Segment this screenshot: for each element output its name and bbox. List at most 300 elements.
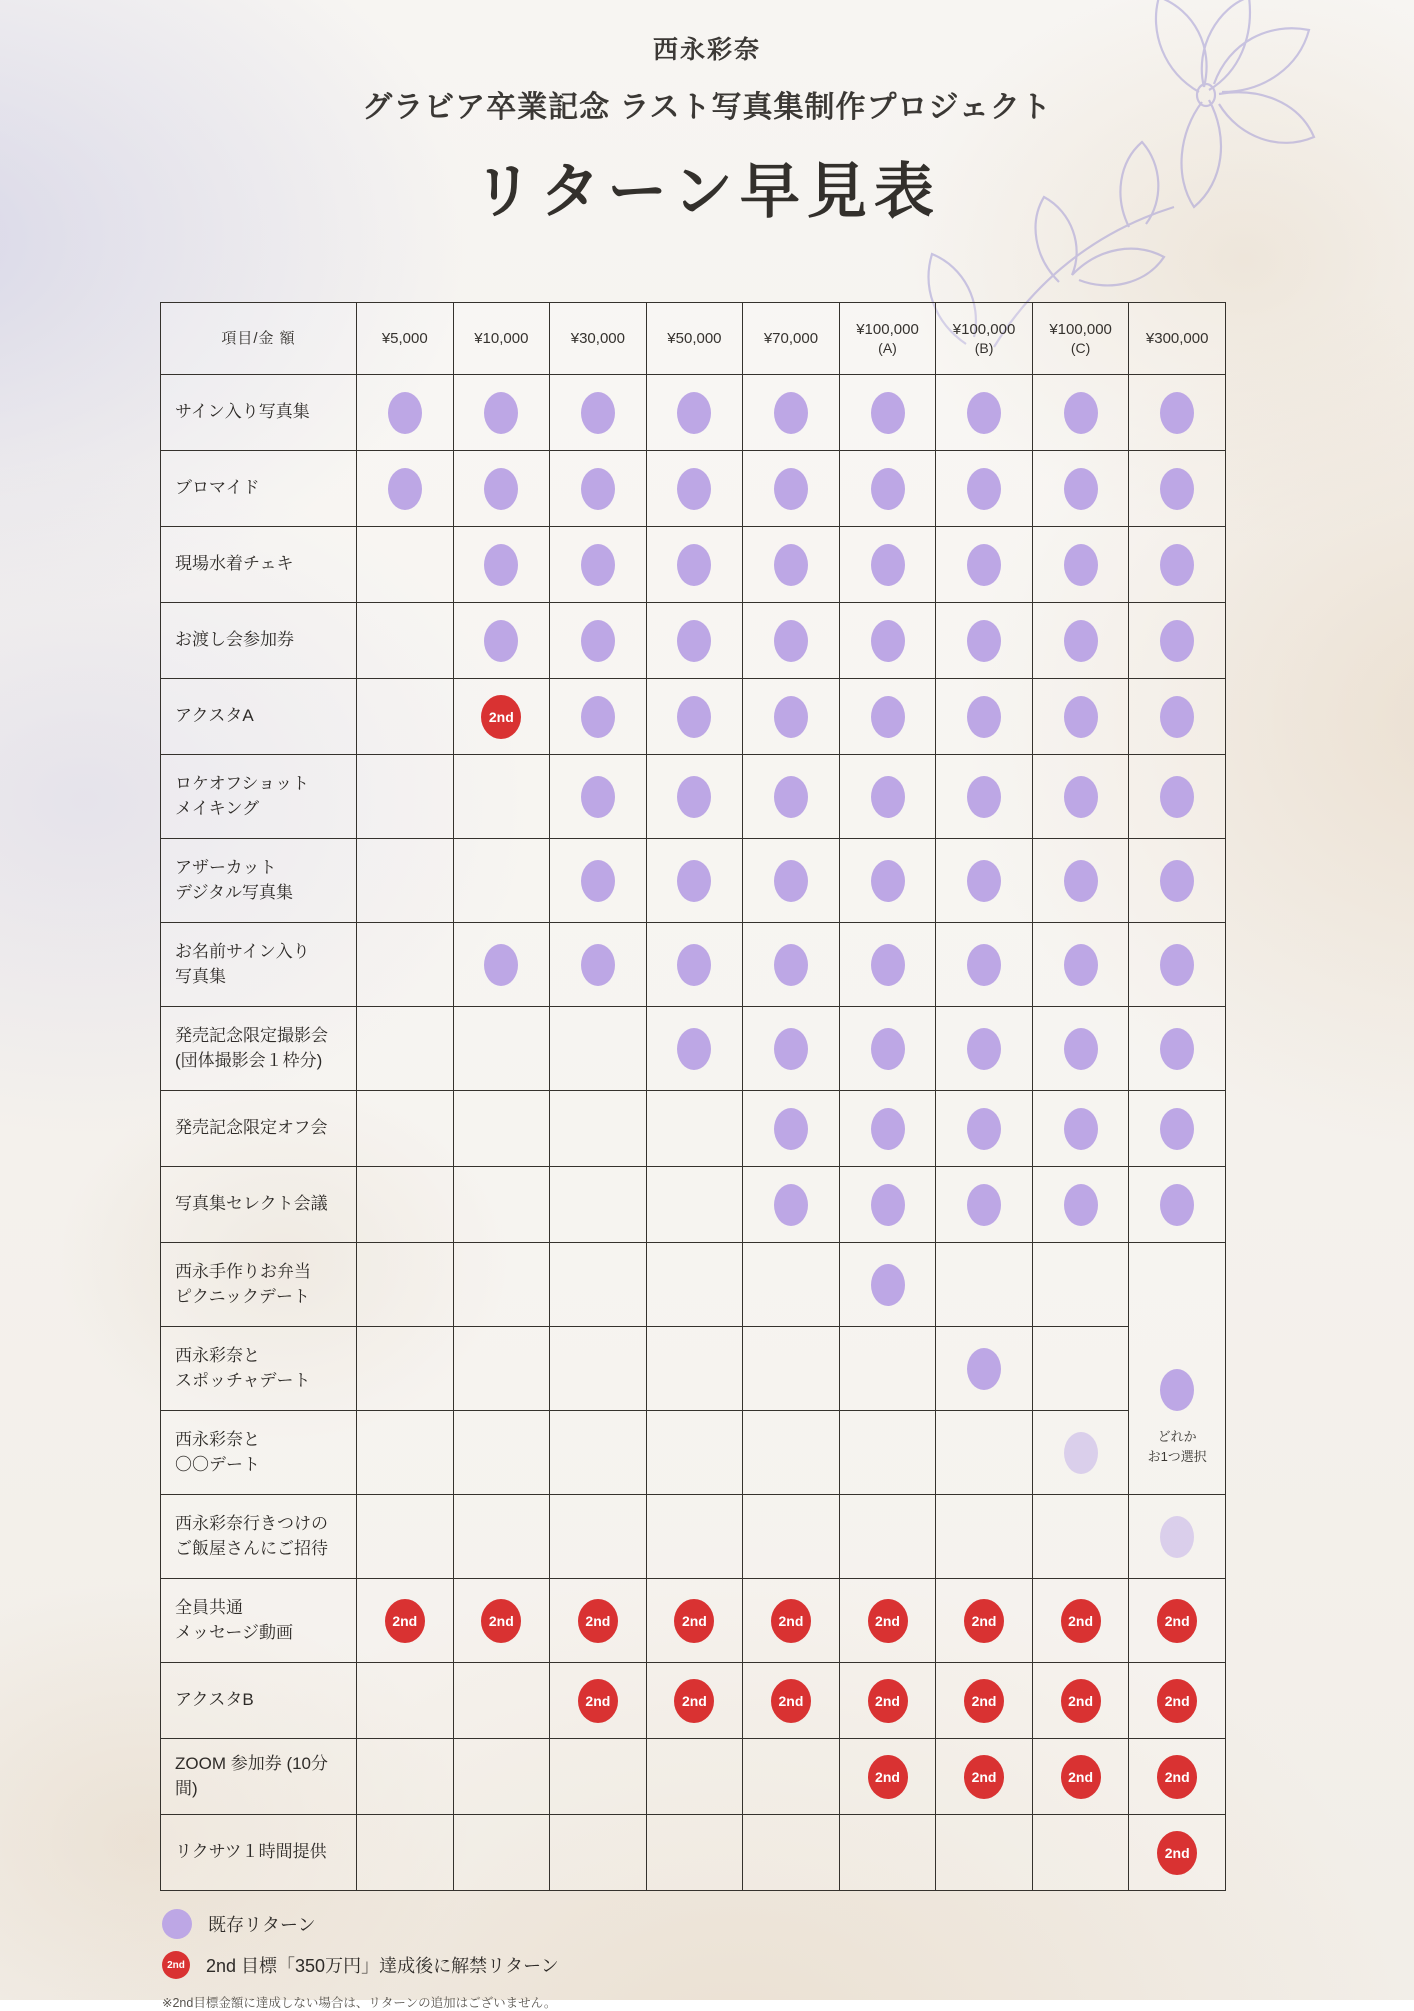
return-cell [936,451,1033,527]
return-cell [936,755,1033,839]
second-goal-badge: 2nd [964,1599,1004,1643]
return-cell [839,679,936,755]
row-label: アザーカット デジタル写真集 [161,839,357,923]
price-column-header: ¥30,000 [550,303,647,375]
existing-return-dot [871,392,905,434]
second-goal-badge: 2nd [868,1755,908,1799]
second-goal-badge: 2nd [1061,1755,1101,1799]
return-cell [839,1495,936,1579]
second-goal-badge: 2nd [481,695,521,739]
return-cell [357,1243,454,1327]
corner-header: 項目/金 額 [161,303,357,375]
return-cell [550,1091,647,1167]
return-cell [839,839,936,923]
return-cell [646,1663,743,1739]
existing-return-dot [1160,944,1194,986]
legend-second-label: 2nd 目標「350万円」達成後に解禁リターン [206,1956,559,1976]
return-cell [357,1167,454,1243]
existing-return-dot [1064,1108,1098,1150]
second-goal-badge: 2nd [1157,1831,1197,1875]
existing-return-dot [581,944,615,986]
return-cell [453,755,550,839]
existing-return-dot [967,1184,1001,1226]
return-cell [839,1739,936,1815]
return-cell [453,679,550,755]
existing-return-dot [484,392,518,434]
return-cell [839,1091,936,1167]
return-cell [743,923,840,1007]
existing-return-dot [1160,1369,1194,1411]
return-cell [1032,1091,1129,1167]
existing-return-dot [871,860,905,902]
table-row [161,923,1226,1007]
header [0,0,1414,230]
existing-return-dot [967,776,1001,818]
return-cell [839,1663,936,1739]
price-column-header: ¥100,000 (B) [936,303,1033,375]
price-column-header: ¥100,000 (A) [839,303,936,375]
table-row [161,755,1226,839]
return-cell [936,1327,1033,1411]
return-cell [1032,1815,1129,1891]
artist-name: 西永彩奈 [652,36,761,64]
row-label: 現場水着チェキ [161,527,357,603]
return-cell [357,1663,454,1739]
return-cell [646,451,743,527]
return-cell [1032,1167,1129,1243]
existing-return-dot [967,1108,1001,1150]
return-cell [839,1411,936,1495]
table-row [161,1243,1226,1327]
return-cell [453,839,550,923]
choose-one-text: どれか お1つ選択 [1147,1429,1207,1464]
existing-return-dot [774,944,808,986]
existing-return-dot [774,1184,808,1226]
second-goal-badge: 2nd [481,1599,521,1643]
table-header-row [161,303,1226,375]
existing-return-dot [871,1028,905,1070]
return-cell [550,1495,647,1579]
existing-return-dot [484,544,518,586]
existing-return-dot [1160,1516,1194,1558]
second-goal-badge-icon: 2nd [162,1951,190,1979]
return-cell [743,603,840,679]
return-cell [357,1495,454,1579]
existing-return-dot [1064,468,1098,510]
existing-return-dot [1160,696,1194,738]
existing-return-dot [774,468,808,510]
table-row [161,1007,1226,1091]
return-cell [839,603,936,679]
existing-return-dot [967,392,1001,434]
existing-return-dot [1064,544,1098,586]
row-label: ZOOM 参加券 (10分間) [161,1739,357,1815]
second-goal-badge: 2nd [578,1679,618,1723]
return-cell [743,755,840,839]
existing-return-dot [1064,1028,1098,1070]
return-cell [839,923,936,1007]
return-cell [550,1579,647,1663]
return-cell [743,1243,840,1327]
return-cell [646,603,743,679]
return-cell [357,1007,454,1091]
project-subtitle: グラビア卒業記念 ラスト写真集制作プロジェクト [362,91,1052,124]
return-cell [1032,1739,1129,1815]
existing-return-dot [871,944,905,986]
return-cell [839,1815,936,1891]
return-cell [550,603,647,679]
return-cell [1032,923,1129,1007]
return-cell [936,1091,1033,1167]
return-cell [1032,1243,1129,1327]
return-cell [743,1815,840,1891]
existing-return-dot [967,1348,1001,1390]
second-goal-badge: 2nd [1061,1599,1101,1643]
return-cell [453,1007,550,1091]
return-cell [453,375,550,451]
price-column-header: ¥10,000 [453,303,550,375]
existing-return-dot [677,1028,711,1070]
existing-return-dot [677,696,711,738]
row-label: 西永彩奈と 〇〇デート [161,1411,357,1495]
row-label: 写真集セレクト会議 [161,1167,357,1243]
return-cell [550,1815,647,1891]
second-goal-badge: 2nd [964,1679,1004,1723]
return-cell [1032,1579,1129,1663]
row-label: サイン入り写真集 [161,375,357,451]
return-cell [357,679,454,755]
row-label: アクスタA [161,679,357,755]
return-cell [646,1495,743,1579]
row-label: 発売記念限定オフ会 [161,1091,357,1167]
return-cell [453,1739,550,1815]
existing-return-dot [967,1028,1001,1070]
return-cell [839,1167,936,1243]
existing-return-dot [484,944,518,986]
existing-return-dot [1160,392,1194,434]
return-cell [646,923,743,1007]
price-column-header: ¥100,000 (C) [1032,303,1129,375]
return-cell [646,527,743,603]
existing-return-dot [1064,392,1098,434]
existing-return-dot [774,860,808,902]
return-cell [743,1495,840,1579]
existing-return-dot [967,468,1001,510]
return-cell [453,1243,550,1327]
return-cell [743,1327,840,1411]
existing-return-dot [1160,620,1194,662]
table-row [161,839,1226,923]
existing-return-dot [871,776,905,818]
return-cell [453,1579,550,1663]
choose-one-cell [1129,1243,1226,1495]
return-cell [743,839,840,923]
row-label: お渡し会参加券 [161,603,357,679]
return-cell [1129,1739,1226,1815]
return-cell [743,527,840,603]
second-goal-badge: 2nd [868,1599,908,1643]
table-row [161,603,1226,679]
return-cell [936,1007,1033,1091]
return-cell [357,839,454,923]
return-cell [646,679,743,755]
existing-return-dot-icon [162,1909,192,1939]
return-cell [936,603,1033,679]
return-cell [839,1579,936,1663]
return-cell [1129,1579,1226,1663]
return-cell [550,375,647,451]
return-cell [453,1091,550,1167]
return-cell [839,1327,936,1411]
row-label: ロケオフショット メイキング [161,755,357,839]
existing-return-dot [484,468,518,510]
return-cell [357,527,454,603]
second-goal-badge: 2nd [1157,1755,1197,1799]
price-column-header: ¥5,000 [357,303,454,375]
second-goal-badge: 2nd [385,1599,425,1643]
return-cell [646,1243,743,1327]
return-cell [453,1495,550,1579]
legend-note: ※2nd目標金額に達成しない場合は、リターンの追加はございません。 [162,1996,557,2010]
row-label: 全員共通 メッセージ動画 [161,1579,357,1663]
return-cell [1032,839,1129,923]
table-body [161,375,1226,1891]
return-cell [1032,1663,1129,1739]
existing-return-dot [581,468,615,510]
return-cell [646,1815,743,1891]
return-cell [646,755,743,839]
return-cell [1032,603,1129,679]
return-cell [1129,839,1226,923]
existing-return-dot [1064,776,1098,818]
existing-return-dot [774,544,808,586]
existing-return-dot [967,944,1001,986]
return-cell [453,1327,550,1411]
return-cell [550,679,647,755]
return-cell [1129,1007,1226,1091]
existing-return-dot [774,1108,808,1150]
existing-return-dot [871,544,905,586]
second-goal-badge: 2nd [964,1755,1004,1799]
return-cell [550,1243,647,1327]
existing-return-dot [1160,1184,1194,1226]
return-cell [839,451,936,527]
return-cell [453,1663,550,1739]
second-goal-badge: 2nd [1157,1679,1197,1723]
return-cell [646,375,743,451]
return-cell [357,1411,454,1495]
return-cell [1129,1815,1226,1891]
return-cell [1032,1495,1129,1579]
return-cell [936,1579,1033,1663]
existing-return-dot [871,1184,905,1226]
return-cell [357,1815,454,1891]
return-cell [453,1167,550,1243]
legend-existing-return [162,1909,1414,1939]
second-goal-badge: 2nd [674,1679,714,1723]
table-row [161,1663,1226,1739]
second-goal-badge: 2nd [674,1599,714,1643]
return-cell [357,451,454,527]
existing-return-dot [1160,544,1194,586]
return-cell [1032,1007,1129,1091]
table-row [161,679,1226,755]
existing-return-dot [677,944,711,986]
return-cell [646,1739,743,1815]
existing-return-dot [871,1264,905,1306]
existing-return-dot [871,696,905,738]
table-row [161,527,1226,603]
second-goal-badge: 2nd [578,1599,618,1643]
return-cell [1032,755,1129,839]
existing-return-dot [388,468,422,510]
price-column-header: ¥70,000 [743,303,840,375]
return-cell [936,1739,1033,1815]
return-cell [646,1579,743,1663]
existing-return-dot [1160,776,1194,818]
existing-return-dot [967,696,1001,738]
existing-return-dot [581,620,615,662]
return-cell [839,375,936,451]
return-cell [550,755,647,839]
second-goal-badge: 2nd [1157,1599,1197,1643]
existing-return-dot [1160,1028,1194,1070]
return-cell [1129,1167,1226,1243]
return-cell [357,923,454,1007]
return-cell [936,1243,1033,1327]
existing-return-dot [1160,468,1194,510]
row-label: 西永彩奈行きつけの ご飯屋さんにご招待 [161,1495,357,1579]
return-cell [936,1495,1033,1579]
return-cell [1032,679,1129,755]
existing-return-dot [581,392,615,434]
return-cell [839,1243,936,1327]
return-cell [743,375,840,451]
table-row [161,1091,1226,1167]
return-cell [646,1167,743,1243]
existing-return-dot [774,1028,808,1070]
table-row [161,1579,1226,1663]
return-cell [1129,451,1226,527]
return-cell [936,1167,1033,1243]
existing-return-dot [967,620,1001,662]
table-row [161,1327,1226,1411]
second-goal-badge: 2nd [1061,1679,1101,1723]
return-cell [743,1167,840,1243]
existing-return-dot [581,776,615,818]
existing-return-dot [677,620,711,662]
return-cell [1129,923,1226,1007]
existing-return-dot [1064,696,1098,738]
return-cell [1129,755,1226,839]
existing-return-dot [1160,1108,1194,1150]
existing-return-dot [484,620,518,662]
return-cell [453,1411,550,1495]
existing-return-dot [871,468,905,510]
return-cell [743,1579,840,1663]
return-cell [1129,603,1226,679]
return-cell [646,1007,743,1091]
return-cell [1129,375,1226,451]
second-goal-badge: 2nd [771,1599,811,1643]
return-cell [936,527,1033,603]
return-cell [550,1007,647,1091]
existing-return-dot [677,392,711,434]
page-title: リターン早見表 [473,158,941,225]
return-cell [743,1663,840,1739]
existing-return-dot [967,544,1001,586]
return-cell [646,1411,743,1495]
row-label: 西永彩奈と スポッチャデート [161,1327,357,1411]
existing-return-dot [871,620,905,662]
existing-return-dot [774,776,808,818]
existing-return-dot [774,392,808,434]
existing-return-dot [581,544,615,586]
return-cell [936,839,1033,923]
return-cell [550,839,647,923]
existing-return-dot [1064,1432,1098,1474]
existing-return-dot [581,696,615,738]
table-row [161,1167,1226,1243]
legend [162,1909,1414,2011]
returns-table [160,302,1226,1891]
return-cell [453,451,550,527]
return-cell [1032,1327,1129,1411]
table-row [161,1739,1226,1815]
existing-return-dot [1064,944,1098,986]
return-cell [1129,1663,1226,1739]
return-cell [550,1167,647,1243]
existing-return-dot [774,696,808,738]
return-cell [646,1091,743,1167]
return-cell [357,603,454,679]
return-cell [743,1411,840,1495]
existing-return-dot [1160,860,1194,902]
existing-return-dot [1064,860,1098,902]
table-row [161,375,1226,451]
return-cell [646,1327,743,1411]
second-goal-badge: 2nd [868,1679,908,1723]
return-cell [646,839,743,923]
return-cell [550,527,647,603]
table-row [161,451,1226,527]
return-cell [1032,375,1129,451]
return-cell [1129,1091,1226,1167]
row-label: 発売記念限定撮影会 (団体撮影会１枠分) [161,1007,357,1091]
return-cell [453,923,550,1007]
return-cell [550,923,647,1007]
return-cell [936,1663,1033,1739]
return-cell [550,451,647,527]
return-cell [357,1091,454,1167]
legend-existing-label: 既存リターン [208,1915,316,1935]
return-cell [936,923,1033,1007]
existing-return-dot [677,776,711,818]
existing-return-dot [677,468,711,510]
table-row [161,1815,1226,1891]
return-cell [1129,527,1226,603]
return-cell [936,1815,1033,1891]
row-label: リクサツ１時間提供 [161,1815,357,1891]
return-cell [743,1091,840,1167]
row-label: 西永手作りお弁当 ピクニックデート [161,1243,357,1327]
existing-return-dot [677,544,711,586]
price-column-header: ¥50,000 [646,303,743,375]
existing-return-dot [677,860,711,902]
return-cell [453,527,550,603]
existing-return-dot [388,392,422,434]
table-row [161,1411,1226,1495]
